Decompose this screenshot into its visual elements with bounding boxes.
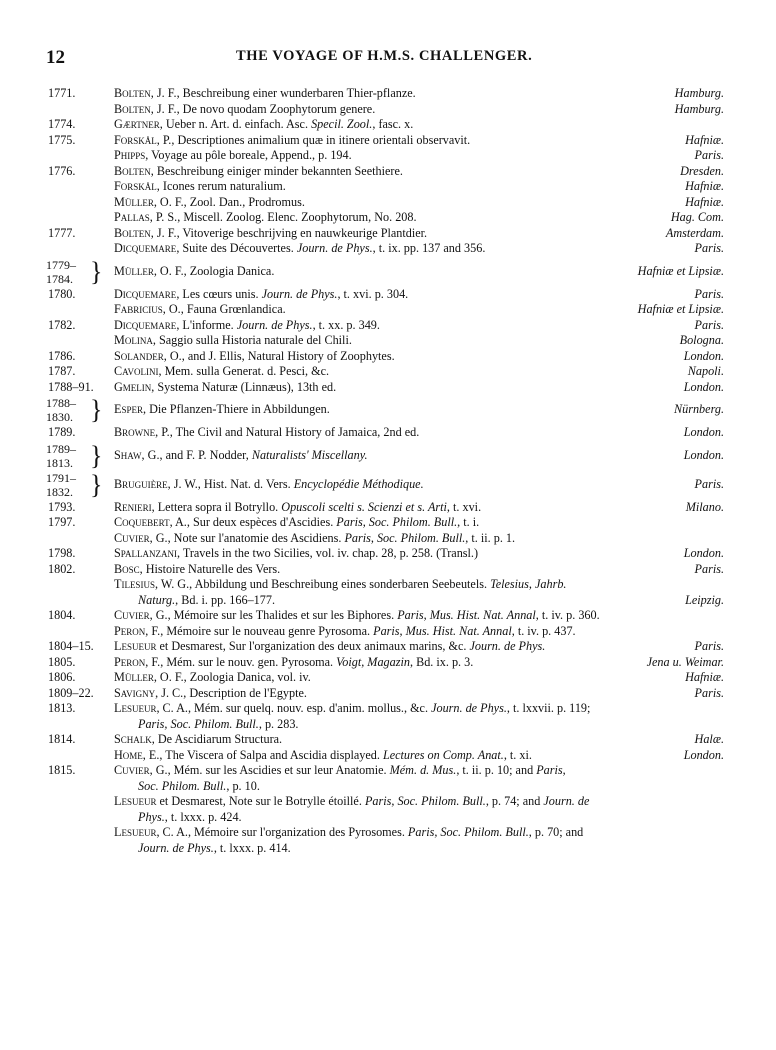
entry-text <box>114 748 724 764</box>
entry-journal: Voigt, Magazin <box>336 654 410 669</box>
entry-place: Nürnberg. <box>674 402 724 416</box>
entry-text <box>114 258 724 280</box>
bibliography-entry <box>0 226 776 242</box>
entry-text <box>114 241 724 257</box>
entry-author: Dicquemare <box>114 317 177 332</box>
entry-continuation-journal: Paris, Soc. Philom. Bull. <box>138 716 259 731</box>
entry-continuation-detail: , t. lxxx. p. 424. <box>164 809 242 824</box>
bibliography-entry <box>0 562 776 578</box>
entry-place: Hafniæ. <box>685 194 724 209</box>
entry-place: London. <box>683 425 724 439</box>
bibliography-entry <box>0 195 776 211</box>
year-end: 1784. <box>46 271 73 286</box>
entry-year: 1787. <box>48 364 76 378</box>
entry-place: Hamburg. <box>674 101 724 116</box>
entry-author: Schalk <box>114 732 152 746</box>
entry-detail: , t. xi. <box>503 747 532 762</box>
entry-year: 1782. <box>48 317 76 332</box>
entry-author: Bosc <box>114 561 140 576</box>
bibliography-entry <box>0 255 776 287</box>
entry-text <box>114 562 724 578</box>
entry-journal: Specil. Zool. <box>311 117 373 131</box>
entry-title: , Saggio sulla Historia naturale del Chili. <box>152 333 352 347</box>
entry-text <box>114 364 724 380</box>
entry-place: Bologna. <box>679 333 724 347</box>
entry-title: , Mémoire sur l'organization des Pyrosomes. <box>187 825 408 839</box>
bibliography-entry <box>0 86 776 102</box>
entry-title: , Sur deux espèces d'Ascidies. <box>186 515 337 529</box>
entry-text <box>114 396 724 418</box>
entry-detail: , p. 74; and <box>485 794 544 808</box>
entry-text <box>114 655 724 671</box>
entry-place: London. <box>683 379 724 394</box>
entry-title: , Abbildung und Beschreibung eines sonderbaren Seebeutels. <box>189 577 491 591</box>
entry-text <box>114 701 724 717</box>
entry-journal: Opuscoli scelti s. Scienzi et s. Arti <box>281 499 447 514</box>
bibliography-entry <box>0 531 776 547</box>
entry-title: , Die Pflanzen-Thiere in Abbildungen. <box>142 402 330 416</box>
entry-journal: Naturalists' Miscellany. <box>251 447 368 462</box>
entry-text <box>114 794 724 810</box>
entry-detail: , t. ii. p. 1. <box>465 530 516 545</box>
bibliography-entry <box>0 179 776 195</box>
entry-text <box>114 608 724 624</box>
entry-place: Paris. <box>694 148 724 162</box>
entry-year: 1805. <box>48 654 76 669</box>
entry-place: Hag. Com. <box>670 210 724 224</box>
bibliography-entry <box>0 364 776 380</box>
entry-text <box>114 825 724 841</box>
entry-author: Bruguière, J. W. <box>114 476 198 491</box>
entry-title: , Systema Naturæ (Linnæus), 13th ed. <box>151 379 337 394</box>
entry-title: , De Ascidiarum Structura. <box>151 732 283 746</box>
entry-text <box>114 287 724 303</box>
entry-author: Bolten <box>114 163 151 178</box>
entry-text <box>114 164 724 180</box>
entry-place: Paris. <box>694 639 724 653</box>
entry-journal: Paris, Soc. Philom. Bull. <box>364 794 486 808</box>
entry-text <box>114 226 724 242</box>
entry-title: , Zool. Dan., Prodromus. <box>183 194 305 209</box>
entry-continuation <box>114 810 724 826</box>
entry-detail: , Bd. ix. p. 3. <box>409 654 474 669</box>
bibliography-entry <box>0 655 776 671</box>
entry-continuation-inner <box>114 841 724 857</box>
entry-title: , De novo quodam Zoophytorum genere. <box>176 101 376 116</box>
entry-author: Dicquemare <box>114 241 177 255</box>
entry-year: 1789. <box>48 425 76 439</box>
bibliography-entry <box>0 732 776 748</box>
entry-author: Renieri <box>114 499 152 514</box>
entry-detail: , t. xvi. p. 304. <box>337 286 409 301</box>
entry-journal: Paris, Soc. Philom. Bull. <box>336 515 458 529</box>
brace-mark: } <box>90 468 103 500</box>
entry-journal: Journ. de Phys. <box>296 241 373 255</box>
entry-place: Hafniæ. <box>685 670 724 684</box>
entry-author: Forskål, P. <box>114 132 172 147</box>
entry-detail: , t. xx. p. 349. <box>312 317 380 332</box>
entry-author: Lesueur, C. A. <box>114 701 188 715</box>
entry-author: Home, E. <box>114 747 160 762</box>
entry-place: Paris. <box>694 561 724 576</box>
entry-title: , Lettera sopra il Botryllo. <box>151 499 282 514</box>
entry-title: , Mémoire sur les Thalides et sur les Biphores. <box>167 608 398 622</box>
entry-title: , Note sur l'anatomie des Ascidiens. <box>167 530 345 545</box>
entry-place: Jena u. Weimar. <box>646 654 724 669</box>
entry-detail: , t. ix. pp. 137 and 356. <box>372 241 486 255</box>
year-start: 1779– <box>46 257 76 272</box>
entry-year: 1786. <box>48 348 76 363</box>
entry-place: Paris. <box>694 241 724 255</box>
entry-author: Peron, F. <box>114 654 161 669</box>
entry-year: 1804–15. <box>48 639 94 653</box>
entry-continuation-inner <box>114 810 724 826</box>
entry-text <box>114 333 724 349</box>
bibliography-list <box>0 86 776 856</box>
entry-title: , Description de l'Egypte. <box>183 685 307 700</box>
entry-author: Solander, O. <box>114 348 182 363</box>
entry-title: , Zoologia Danica, vol. iv. <box>183 670 311 684</box>
bibliography-entry <box>0 287 776 303</box>
bibliography-entry <box>0 102 776 118</box>
bibliography-entry <box>0 439 776 471</box>
bibliography-entry <box>0 515 776 531</box>
entry-text <box>114 670 724 686</box>
brace-mark: } <box>90 394 103 425</box>
entry-title: , Ueber n. Art. d. einfach. Asc. <box>159 117 312 131</box>
entry-title: , and J. Ellis, Natural History of Zoophytes. <box>181 348 395 363</box>
bibliography-entry <box>0 425 776 441</box>
entry-title: , Mém. sur les Ascidies et sur leur Anatomie. <box>167 763 390 777</box>
entry-detail: , t. i. <box>457 515 480 529</box>
entry-text <box>114 531 724 547</box>
entry-author: Phipps <box>114 148 146 162</box>
entry-title: , Mém. sur quelq. nouv. esp. d'anim. mollus., &c. <box>187 701 432 715</box>
entry-text <box>114 302 724 318</box>
entry-text <box>114 318 724 334</box>
year-range <box>46 258 76 286</box>
entry-author: Shaw, G. <box>114 447 160 462</box>
entry-author: Molina <box>114 333 153 347</box>
entry-year: 1776. <box>48 163 76 178</box>
bibliography-entry <box>0 825 776 856</box>
entry-journal: Telesius, Jahrb. <box>490 577 567 591</box>
entry-text <box>114 686 724 702</box>
year-start: 1788– <box>46 396 76 410</box>
year-range <box>46 471 76 499</box>
entry-place: London. <box>683 447 724 462</box>
entry-author: Coquebert, A. <box>114 515 187 529</box>
entry-journal: Paris, Mus. Hist. Nat. Annal <box>373 623 512 638</box>
entry-place: Paris. <box>694 476 724 491</box>
entry-place: London. <box>683 348 724 363</box>
entry-continuation-detail: , Bd. i. pp. 166–177. <box>175 592 276 607</box>
entry-year: 1809–22. <box>48 685 94 700</box>
entry-year: 1806. <box>48 670 76 684</box>
bibliography-entry <box>0 500 776 516</box>
entry-text <box>114 195 724 211</box>
entry-author: Bolten, J. F. <box>114 225 177 240</box>
entry-place: Hafniæ et Lipsiæ. <box>637 302 724 316</box>
entry-author: Dicquemare <box>114 286 177 301</box>
entry-continuation-inner <box>114 779 724 795</box>
entry-detail: , t. xvi. <box>446 499 482 514</box>
bibliography-entry <box>0 241 776 257</box>
entry-title: , Icones rerum naturalium. <box>156 179 286 193</box>
entry-journal: Journ. de Phys. <box>469 639 546 653</box>
bibliography-entry <box>0 670 776 686</box>
entry-text <box>114 210 724 226</box>
entry-journal: Paris, Soc. Philom. Bull. <box>407 825 529 839</box>
entry-detail: , t. lxxvii. p. 119; <box>506 701 591 715</box>
entry-year: 1777. <box>48 225 76 240</box>
entry-journal: Paris, Mus. Hist. Nat. Annal <box>397 608 536 622</box>
entry-text <box>114 442 724 464</box>
brace-mark: } <box>90 439 103 471</box>
entry-author: Müller, O. F. <box>114 263 184 278</box>
entry-text <box>114 763 724 779</box>
entry-text <box>114 102 724 118</box>
bibliography-entry <box>0 148 776 164</box>
entry-title: , Suite des Découvertes. <box>176 241 297 255</box>
entry-place: Paris. <box>694 685 724 700</box>
entry-author: Cuvier, G. <box>114 763 168 777</box>
entry-year: 1775. <box>48 132 76 147</box>
entry-place: Amsterdam. <box>665 225 724 240</box>
bibliography-entry <box>0 624 776 640</box>
entry-continuation-inner <box>114 717 724 733</box>
bibliography-entry <box>0 117 776 133</box>
entry-title: , Travels in the two Sicilies, vol. iv. chap. 28, p. 258. (Transl.) <box>176 546 479 560</box>
bibliography-entry <box>0 686 776 702</box>
entry-journal-2: Paris, <box>536 763 566 777</box>
entry-year: 1802. <box>48 561 76 576</box>
entry-author: Cuvier, G. <box>114 608 168 622</box>
entry-title: , Fauna Grœnlandica. <box>180 302 286 316</box>
entry-continuation-detail: , t. lxxx. p. 414. <box>213 840 291 855</box>
entry-continuation <box>114 841 724 857</box>
entry-text <box>114 624 724 640</box>
entry-place: Napoli. <box>687 364 724 378</box>
entry-author: Lesueur <box>114 794 157 808</box>
entry-year: 1774. <box>48 117 76 131</box>
entry-place: Hafniæ et Lipsiæ. <box>637 263 724 278</box>
entry-continuation-detail: , p. 283. <box>258 716 299 731</box>
entry-text <box>114 117 724 133</box>
entry-text <box>114 148 724 164</box>
entry-detail: , p. 70; and <box>528 825 584 839</box>
year-start: 1791– <box>46 470 76 485</box>
bibliography-entry <box>0 133 776 149</box>
entry-year: 1815. <box>48 763 76 777</box>
entry-author: Peron, F. <box>114 623 161 638</box>
bibliography-entry <box>0 794 776 825</box>
entry-detail: , t. iv. p. 437. <box>511 623 576 638</box>
entry-continuation <box>114 717 724 733</box>
brace-mark: } <box>90 255 103 287</box>
entry-title: , Zoologia Danica. <box>183 263 275 278</box>
entry-text <box>114 577 724 593</box>
entry-continuation-journal: Naturg. <box>138 592 176 607</box>
entry-author: Spallanzani <box>114 546 177 560</box>
bibliography-entry <box>0 302 776 318</box>
entry-title: , The Civil and Natural History of Jamaica, 2nd ed. <box>169 425 420 439</box>
entry-detail: , fasc. x. <box>372 117 414 131</box>
entry-author: Cuvier, G. <box>114 530 168 545</box>
bibliography-entry <box>0 380 776 396</box>
entry-title: , Beschreibung einiger minder bekannten Seethiere. <box>150 163 403 178</box>
entry-title: , Vitoverige beschrijving en nauwkeurige Plantdier. <box>176 225 428 240</box>
entry-title: , Histoire Naturelle des Vers. <box>139 561 281 576</box>
bibliography-entry <box>0 349 776 365</box>
entry-place: Hafniæ. <box>685 132 724 147</box>
entry-text <box>114 380 724 396</box>
entry-continuation-detail: , p. 10. <box>226 778 260 793</box>
entry-title: , Descriptiones animalium quæ in itinere orientali observavit. <box>171 132 471 147</box>
entry-year: 1814. <box>48 732 76 746</box>
entry-title: , The Viscera of Salpa and Ascidia displayed. <box>159 747 383 762</box>
entry-continuation-place: Leipzig. <box>685 592 724 607</box>
bibliography-entry <box>0 608 776 624</box>
entry-year: 1798. <box>48 546 76 560</box>
bibliography-entry <box>0 333 776 349</box>
entry-place: Milano. <box>685 499 724 514</box>
entry-journal: Encyclopédie Méthodique. <box>293 476 424 491</box>
page-number: 12 <box>46 47 65 68</box>
year-range <box>46 442 76 470</box>
entry-journal: Journ. de Phys. <box>236 317 313 332</box>
entry-text <box>114 732 724 748</box>
entry-continuation-inner <box>114 593 724 609</box>
entry-year: 1813. <box>48 701 76 715</box>
entry-place: Dresden. <box>680 163 724 178</box>
entry-place: Paris. <box>694 286 724 301</box>
entry-title: , Mém. sur le nouv. gen. Pyrosoma. <box>160 654 337 669</box>
bibliography-entry <box>0 577 776 608</box>
year-range <box>46 396 76 424</box>
entry-year: 1804. <box>48 608 76 622</box>
entry-author: Müller, O. F. <box>114 194 184 209</box>
entry-author: Cavolini <box>114 364 159 378</box>
year-start: 1789– <box>46 441 76 456</box>
entry-year: 1771. <box>48 86 76 100</box>
entry-author: Esper <box>114 402 143 416</box>
entry-title: , Voyage au pôle boreale, Append., p. 194. <box>145 148 352 162</box>
entry-author: Browne, P. <box>114 425 170 439</box>
bibliography-entry <box>0 546 776 562</box>
entry-place: London. <box>683 546 724 560</box>
bibliography-entry <box>0 468 776 500</box>
entry-text <box>114 349 724 365</box>
bibliography-entry <box>0 701 776 732</box>
entry-text <box>114 546 724 562</box>
entry-title: , Les cœurs unis. <box>176 286 262 301</box>
bibliography-entry <box>0 748 776 764</box>
year-end: 1830. <box>46 410 73 424</box>
entry-author: Fabricius, O. <box>114 302 181 316</box>
year-end: 1832. <box>46 484 73 499</box>
entry-continuation-journal: Journ. de Phys. <box>138 840 214 855</box>
entry-author: Müller, O. F. <box>114 670 184 684</box>
entry-text <box>114 425 724 441</box>
entry-text <box>114 179 724 195</box>
entry-place: Hamburg. <box>674 86 724 100</box>
entry-journal: Journ. de Phys. <box>431 701 507 715</box>
entry-year: 1788–91. <box>48 379 94 394</box>
entry-place: Paris. <box>694 317 724 332</box>
entry-journal: Journ. de Phys. <box>261 286 338 301</box>
entry-journal: Lectures on Comp. Anat. <box>382 747 504 762</box>
entry-text <box>114 471 724 493</box>
entry-author: Gmelin <box>114 379 152 394</box>
entry-place: London. <box>683 747 724 762</box>
entry-journal-2: Journ. de <box>543 794 590 808</box>
entry-author: Tilesius, W. G. <box>114 577 190 591</box>
entry-author: Savigny, J. C. <box>114 685 184 700</box>
entry-author: Bolten, J. F. <box>114 86 177 100</box>
entry-continuation <box>114 779 724 795</box>
entry-author: Pallas, P. S. <box>114 210 178 224</box>
running-title: THE VOYAGE OF H.M.S. CHALLENGER. <box>236 48 533 64</box>
entry-author: Lesueur, C. A. <box>114 825 188 839</box>
entry-title: , L'informe. <box>176 317 237 332</box>
bibliography-entry <box>0 210 776 226</box>
year-end: 1813. <box>46 455 73 470</box>
bibliography-entry <box>0 396 776 424</box>
entry-title: , Hist. Nat. d. Vers. <box>197 476 294 491</box>
bibliography-entry <box>0 164 776 180</box>
page-header <box>0 47 776 71</box>
bibliography-entry <box>0 639 776 655</box>
entry-continuation <box>114 593 724 609</box>
entry-text <box>114 639 724 655</box>
entry-detail: , t. ii. p. 10; and <box>456 763 537 777</box>
entry-journal: Paris, Soc. Philom. Bull. <box>344 530 466 545</box>
entry-year: 1797. <box>48 515 76 529</box>
entry-author: Forskål <box>114 179 157 193</box>
entry-continuation-journal: Soc. Philom. Bull. <box>138 778 227 793</box>
entry-title: , Mem. sulla Generat. d. Pesci, &c. <box>158 364 330 378</box>
entry-year: 1780. <box>48 286 76 301</box>
entry-place: Halæ. <box>694 732 724 746</box>
entry-text <box>114 500 724 516</box>
entry-title: et Desmarest, Sur l'organization des deux animaux marins, &c. <box>156 639 470 653</box>
entry-journal: Mém. d. Mus. <box>389 763 457 777</box>
entry-text <box>114 515 724 531</box>
entry-year: 1793. <box>48 499 76 514</box>
entry-place: Hafniæ. <box>685 179 724 193</box>
entry-title: et Desmarest, Note sur le Botrylle étoillé. <box>156 794 365 808</box>
entry-title: , Mémoire sur le nouveau genre Pyrosoma. <box>160 623 374 638</box>
entry-author: Gærtner <box>114 117 160 131</box>
entry-title: , Beschreibung einer wunderbaren Thier-pflanze. <box>176 86 416 100</box>
entry-detail: , t. iv. p. 360. <box>535 608 600 622</box>
entry-text <box>114 133 724 149</box>
entry-author: Bolten, J. F. <box>114 101 177 116</box>
entry-text <box>114 86 724 102</box>
bibliography-entry <box>0 318 776 334</box>
entry-title: , and F. P. Nodder, <box>159 447 252 462</box>
entry-title: , Miscell. Zoolog. Elenc. Zoophytorum, No. 208. <box>177 210 417 224</box>
bibliography-entry <box>0 763 776 794</box>
entry-continuation-journal: Phys. <box>138 809 165 824</box>
entry-author: Lesueur <box>114 639 157 653</box>
